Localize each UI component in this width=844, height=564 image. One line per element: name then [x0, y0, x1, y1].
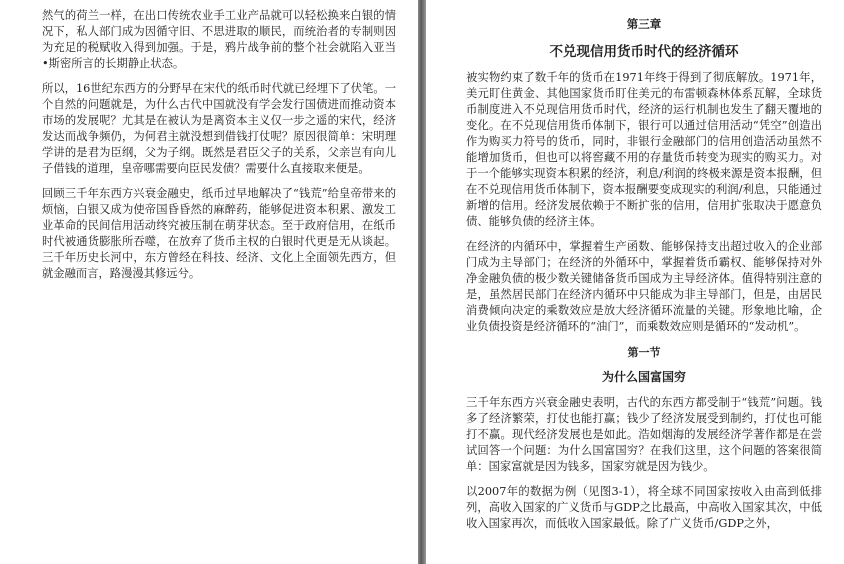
chapter-title: 不兑现信用货币时代的经济循环: [549, 44, 739, 60]
left-paragraph-3: 回顾三千年东西方兴衰金融史，纸币过早地解决了“钱荒”给皇帝带来的烦恼，白银又成为使帝国昏昏然的麻醉药，能够促进资本积累、激发工业革命的民间信用活动终究被压制在萌芽状态。至于政府信用，在纸币时代被通货膨胀所吞噬，在放弃了货币主权的白银时代更是无从谈起。三千年历史长河中，东方曾经在科技、经济、文化上全面领先西方，但就金融而言，路漫漫其修远兮。: [42, 187, 396, 280]
section-paragraph-2: 以2007年的数据为例（见图3-1），将全球不同国家按收入由高到低排列，高收入国家的广义货币与GDP之比最高，中高收入国家其次，中低收入国家再次，而低收入国家最低。除了广义货币/GDP之外，: [466, 485, 822, 530]
section-number: 第一节: [627, 346, 661, 359]
right-paragraph-2: 在经济的内循环中，掌握着生产函数、能够保持支出超过收入的企业部门成为主导部门；在经济的外循环中，掌握着货币霸权、能够保持对外净金融负债的极少数关键储备货币国成为主导经济体。值得特别注意的是，虽然居民部门在经济内循环中只能成为非主导部门，但是，由居民消费倾向决定的乘数效应是放大经济循环流量的关键。形象地比喻，企业负债投资是经济循环的“油门”，而乘数效应则是循环的“发动机”。: [466, 240, 822, 333]
left-page: [0, 0, 418, 564]
section-title: 为什么国富国穷: [601, 370, 686, 384]
book-spine: [418, 0, 426, 564]
chapter-number: 第三章: [626, 17, 662, 31]
left-paragraph-2: 所以，16世纪东西方的分野早在宋代的纸币时代就已经埋下了伏笔。一个自然的问题就是，为什么古代中国就没有学会发行国债进而推动资本市场的发展呢？尤其是在被认为是离资本主义仅一步之遥的宋代，经济发达而战争频仍，为何君主就没想到借钱打仗呢？原因很简单：宋明理学讲的是君为臣纲，父为子纲。既然是君臣父子的关系，父亲岂有向儿子借钱的道理，皇帝哪需要向臣民发债？需要什么直接取来便是。: [42, 82, 396, 175]
right-page: [426, 0, 844, 564]
left-paragraph-1: 然气的荷兰一样，在出口传统农业手工业产品就可以轻松换来白银的情况下，私人部门成为因循守旧、不思进取的顺民，而统治者的专制则因为充足的税赋收入得到加强。于是，鸦片战争前的整个社会就陷入亚当•斯密所言的长期静止状态。: [42, 9, 396, 70]
right-paragraph-1: 被实物约束了数千年的货币在1971年终于得到了彻底解放。1971年，美元盯住黄金、其他国家货币盯住美元的布雷顿森林体系瓦解，全球货币制度进入不兑现信用货币时代，经济的运行机制也发生了翻天覆地的变化。在不兑现信用货币体制下，银行可以通过信用活动“凭空”创造出作为购买力符号的货币，同时，非银行金融部门的信用创造活动虽然不能增加货币，但也可以将窖藏不用的存量货币转变为现实的购买力。对于一个能够实现资本积累的经济，利息/利润的终极来源是资本报酬，但在不兑现信用货币体制下，资本报酬要变成现实的利润/利息，只能通过新增的信用。经济发展依赖于不断扩张的信用，信用扩张取决于愿意负债、能够负债的经济主体。: [466, 71, 822, 228]
section-paragraph-1: 三千年东西方兴衰金融史表明，古代的东西方都受制于“钱荒”问题。钱多了经济繁荣，打仗也能打赢；钱少了经济发展受到制约，打仗也可能打不赢。现代经济发展也是如此。浩如烟海的发展经济学著作都是在尝试回答一个问题：为什么国富国穷？在我们这里，这个问题的答案很简单：国家富就是因为钱多，国家穷就是因为钱少。: [466, 396, 822, 473]
